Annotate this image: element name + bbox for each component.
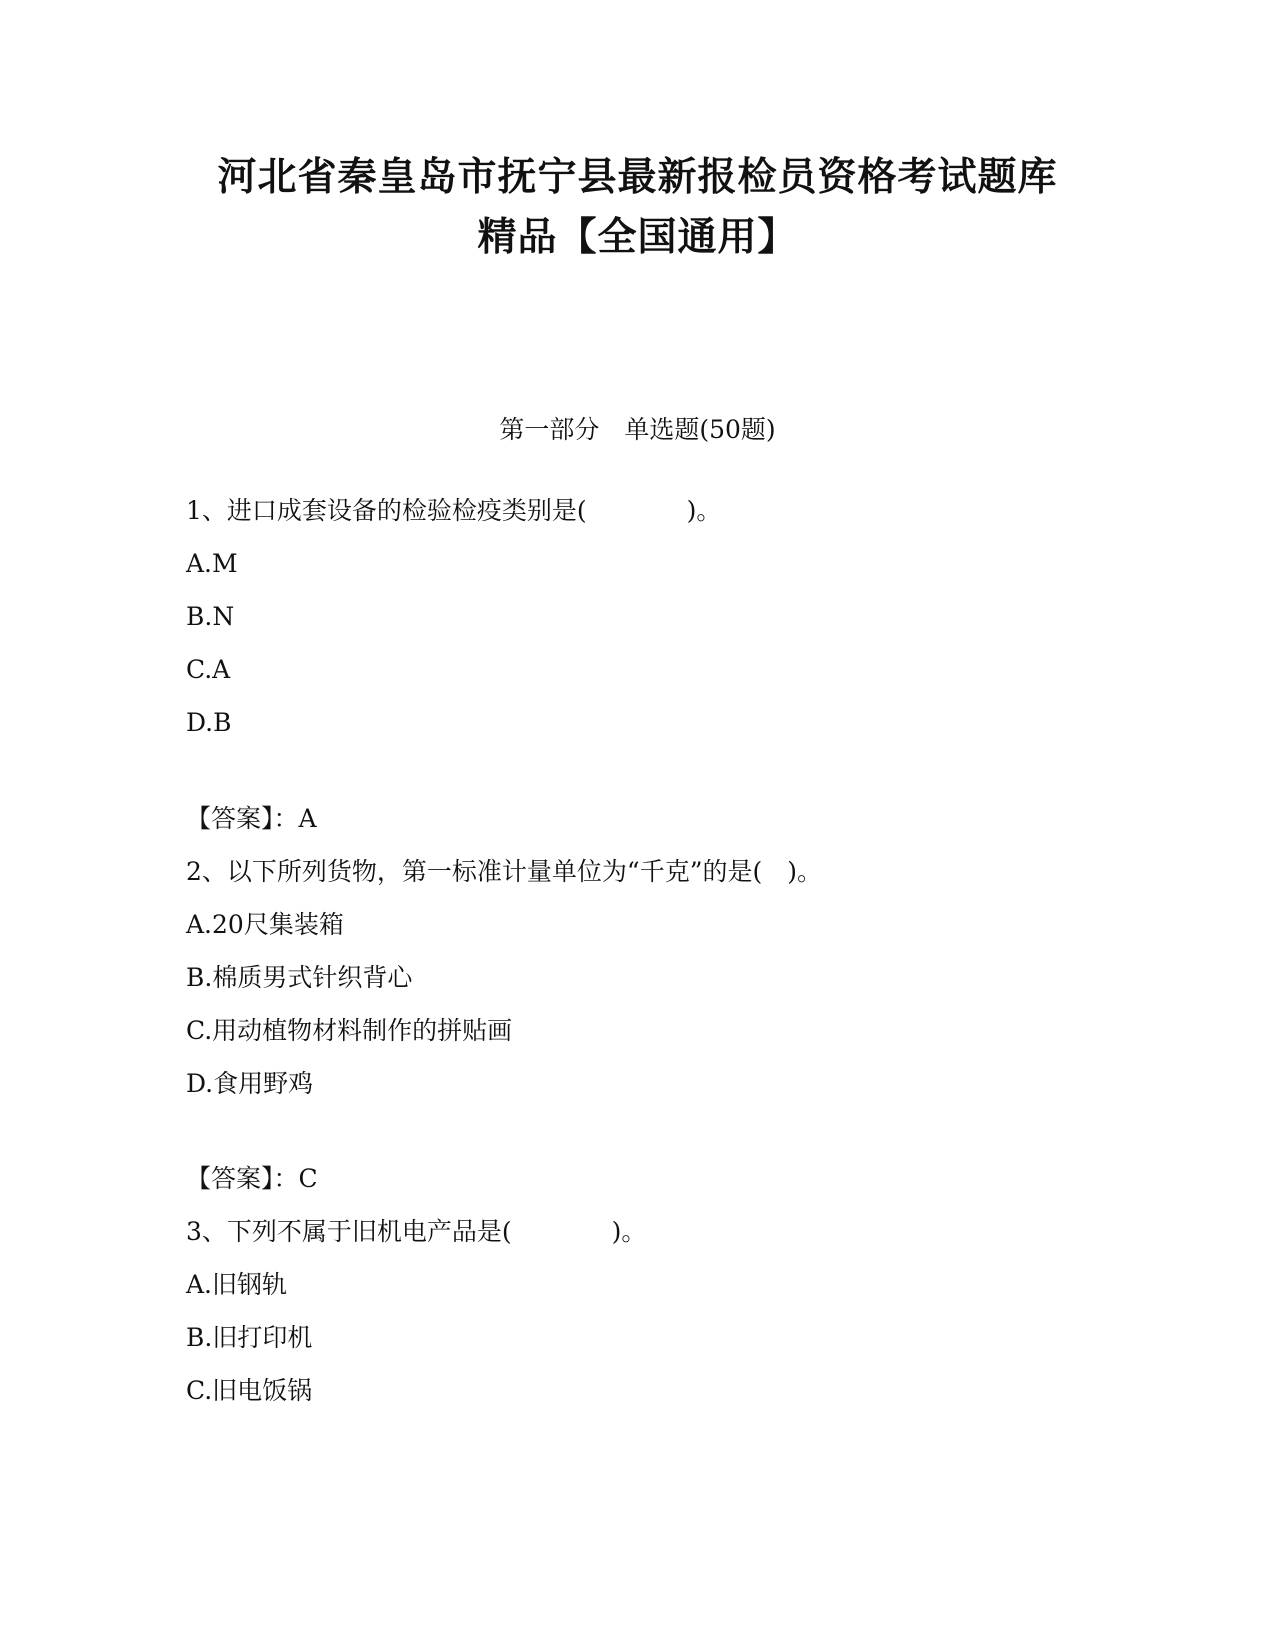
question-1-option-c: C.A bbox=[186, 655, 231, 684]
question-2-option-d: D.食用野鸡 bbox=[186, 1069, 314, 1098]
question-1-stem: 1、进口成套设备的检验检疫类别是( )。 bbox=[186, 496, 722, 525]
question-2-option-a: A.20尺集装箱 bbox=[186, 910, 344, 939]
question-2-answer: 【答案】：C bbox=[186, 1164, 318, 1193]
question-1-option-d: D.B bbox=[186, 708, 232, 737]
section-heading: 第一部分 单选题(50题) bbox=[499, 415, 776, 444]
question-1-option-b: B.N bbox=[186, 602, 235, 631]
document-title-line-1: 河北省秦皇岛市抚宁县最新报检员资格考试题库 bbox=[217, 155, 1058, 200]
question-1-option-a: A.M bbox=[186, 549, 238, 578]
question-3-option-c: C.旧电饭锅 bbox=[186, 1376, 313, 1405]
question-3-stem: 3、下列不属于旧机电产品是( )。 bbox=[186, 1217, 647, 1246]
document-title-line-2: 精品【全国通用】 bbox=[477, 215, 798, 260]
question-3-option-b: B.旧打印机 bbox=[186, 1323, 313, 1352]
question-3-option-a: A.旧钢轨 bbox=[186, 1270, 288, 1299]
question-2-option-b: B.棉质男式针织背心 bbox=[186, 963, 413, 992]
question-2-option-c: C.用动植物材料制作的拼贴画 bbox=[186, 1016, 513, 1045]
question-1-answer: 【答案】：A bbox=[186, 804, 317, 833]
question-2-stem: 2、以下所列货物，第一标准计量单位为“千克”的是( )。 bbox=[186, 857, 822, 886]
